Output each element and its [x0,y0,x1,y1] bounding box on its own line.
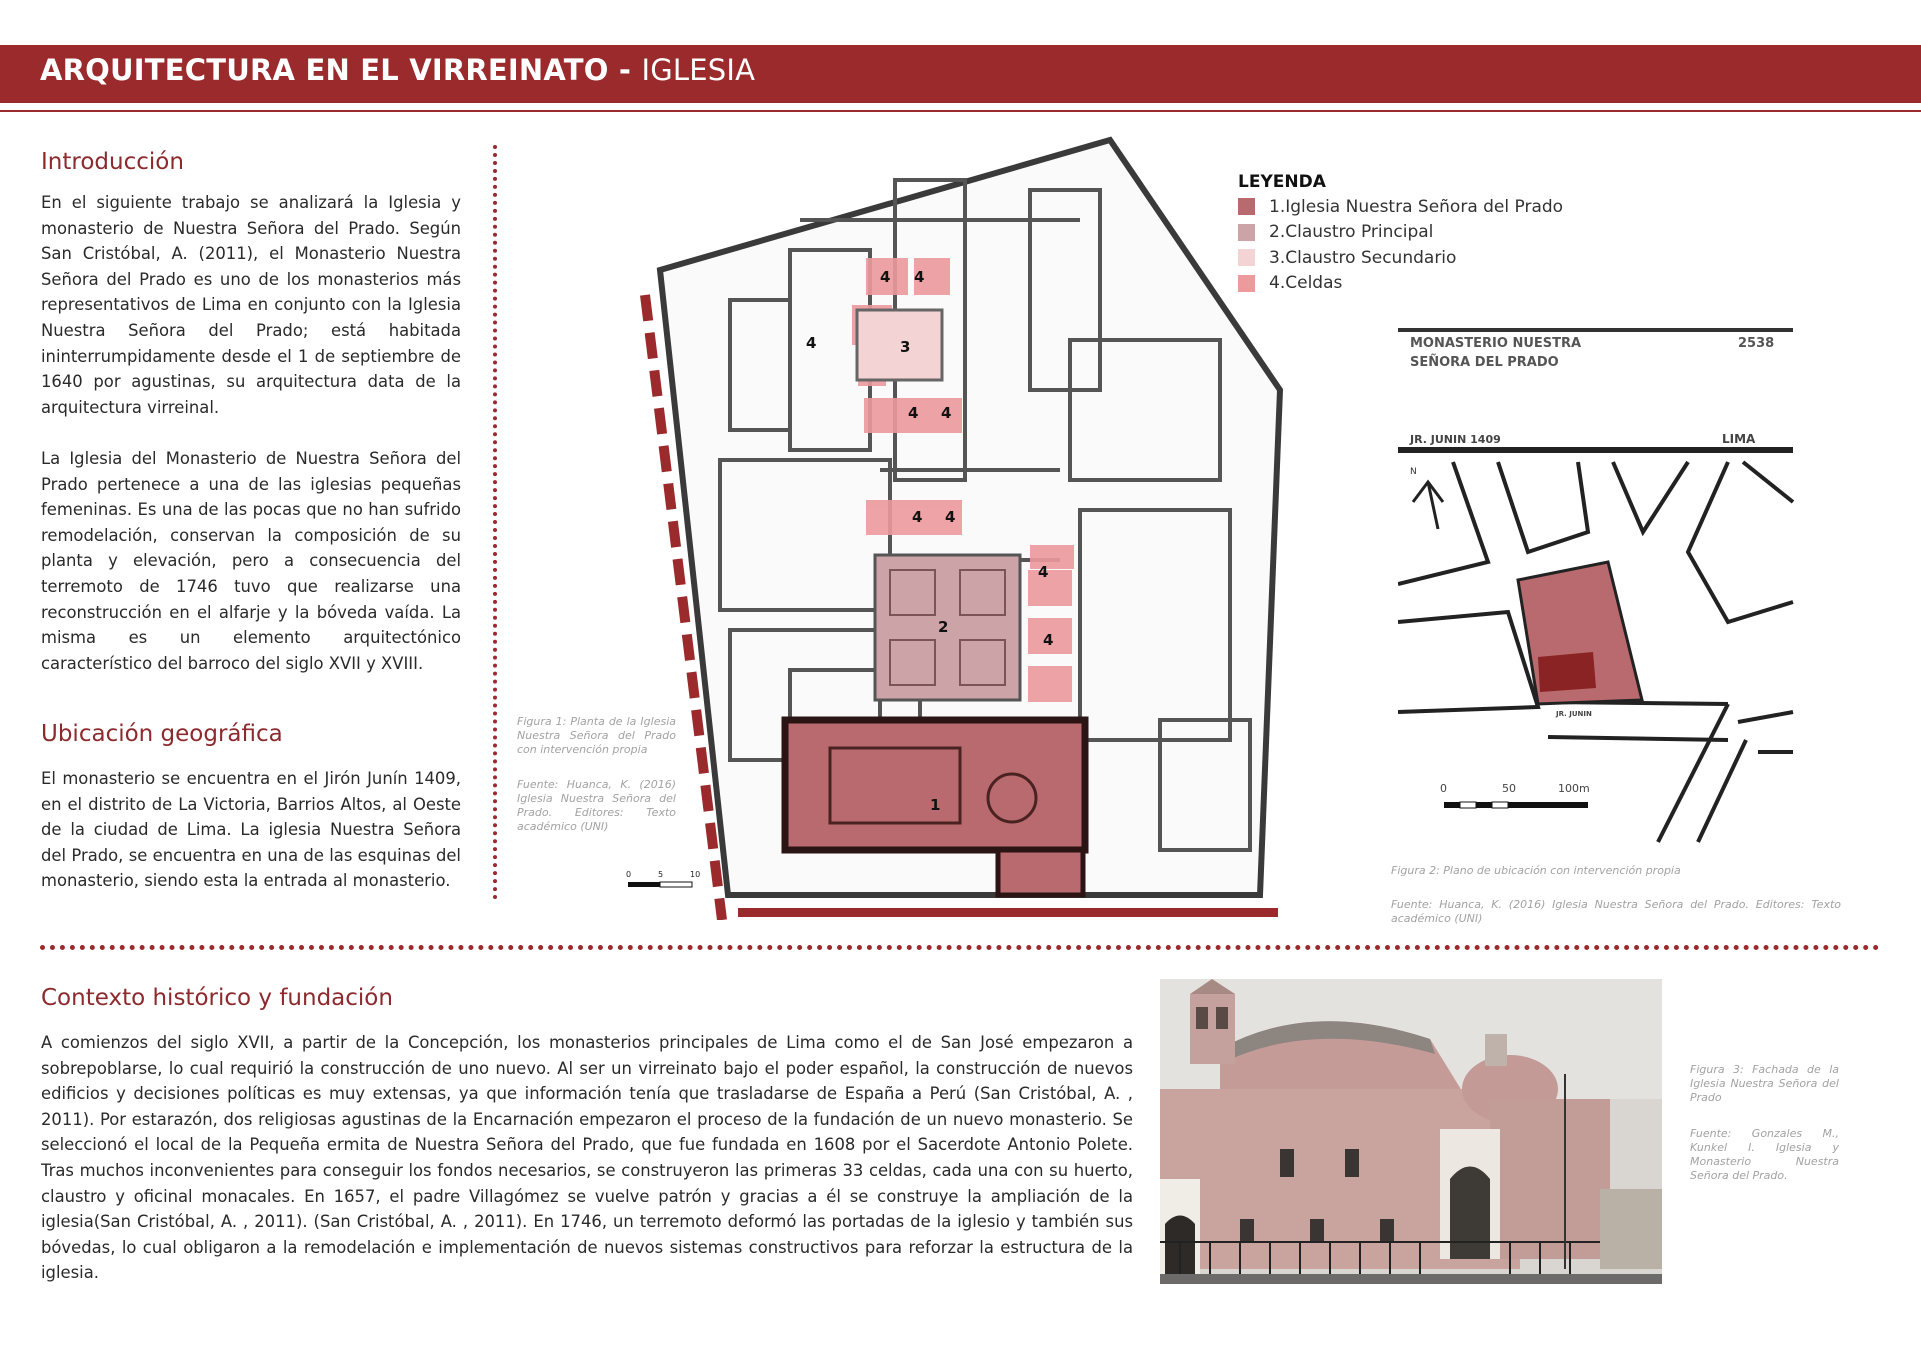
map-church-marker [1538,652,1596,692]
ubicacion-title: Ubicación geográfica [41,721,283,747]
zone-number-1: 1 [930,796,941,814]
legend-swatch [1238,198,1255,215]
zone-number-4: 4 [1043,631,1054,649]
intro-paragraph-2: La Iglesia del Monasterio de Nuestra Señora del Prado pertenece a una de las iglesias pequeñas femeninas. Es una de las pocas que no han sufrido remodelación, conservan la composición de su planta y elevación, pero a consecuencia del terremoto de 1746 tuvo que realizarse una reconstrucción en el alfarje y la bóveda vaída. La misma es un elemento arquitectónico característico del barroco del siglo XVII y XVIII. [41,449,461,673]
legend [1238,172,1563,296]
contexto-title: Contexto histórico y fundación [41,985,393,1011]
figure1-source: Fuente: Huanca, K. (2016) Iglesia Nuestra Señora del Prado. Editores: Texto académico (UNI) [517,778,676,833]
column-divider [493,145,497,900]
floor-plan [500,130,1300,920]
map-street-top: JR. JUNIN 1409 [1410,433,1501,446]
zone-number-4: 4 [908,404,919,422]
zone-number-4: 4 [945,508,956,526]
map-title-line-2: SEÑORA DEL PRADO [1410,355,1559,370]
church-facade-photo [1160,979,1662,1284]
plan-scale-label-0: 0 [626,870,632,879]
header-rule [0,110,1921,112]
map-scale-bar [1444,802,1588,808]
legend-item-iglesia: 1. Iglesia Nuestra Señora del Prado [1238,194,1563,220]
map-city: LIMA [1722,432,1756,446]
figure2-source: Fuente: Huanca, K. (2016) Iglesia Nuestra Señora del Prado. Editores: Texto académico (UNI) [1391,898,1841,925]
page-title: ARQUITECTURA EN EL VIRREINATO - IGLESIA [40,53,756,87]
location-map [1398,322,1798,852]
map-title-line-1: MONASTERIO NUESTRA [1410,336,1582,351]
section-divider [40,945,1880,950]
figure3-caption: Figura 3: Fachada de la Iglesia Nuestra Señora del Prado [1690,1063,1839,1104]
map-street-bottom: JR. JUNIN [1556,710,1592,718]
legend-item-claustro-principal: 2. Claustro Principal [1238,220,1563,246]
zone-number-4: 4 [912,508,923,526]
map-scale-label-100: 100m [1558,782,1590,795]
legend-item-claustro-secundario: 3. Claustro Secundario [1238,245,1563,271]
plan-scale-bar [624,868,704,898]
legend-title: LEYENDA [1238,172,1326,192]
figure3-source: Fuente: Gonzales M., Kunkel I. Iglesia y Monasterio Nuestra Señora del Prado. [1690,1127,1839,1182]
plan-scale-label-10: 10 [690,870,701,879]
legend-item-celdas: 4. Celdas [1238,271,1563,297]
plan-scale-label-5: 5 [658,870,664,879]
boundary-solid-line [738,908,1278,917]
ubicacion-paragraph: El monasterio se encuentra en el Jirón Junín 1409, en el distrito de La Victoria, Barrios Altos, al Oeste de la ciudad de Lima. La iglesia Nuestra Señora del Prado, se encuentra en una de las esquinas del monasterio, siendo esta la entrada al monasterio. [41,769,461,891]
map-scale-label-50: 50 [1502,782,1516,795]
legend-swatch [1238,249,1255,266]
zone-number-4: 4 [1038,563,1049,581]
north-label: N [1410,467,1417,477]
map-code: 2538 [1738,336,1775,351]
zone-number-3: 3 [900,338,911,356]
zone-number-4: 4 [941,404,952,422]
zone-number-4: 4 [806,334,817,352]
legend-swatch [1238,224,1255,241]
zone-number-2: 2 [938,618,949,636]
intro-title: Introducción [41,149,184,175]
contexto-paragraph: A comienzos del siglo XVII, a partir de la Concepción, los monasterios principales de Lima como el de San José empezaron a sobrepoblarse, lo cual requirió la construcción de uno nuevo. Al ser un virreinato bajo el poder español, la construcción de nuevos edificios y decisiones políticas es muy extensas, ya que información tenía que trasladarse de España a Perú (San Cristóbal, A. , 2011). Por estarazón, dos religiosas agustinas de la Encarnación empezaron el proceso de la fundación de un nuevo monasterio. Se seleccionó el local de la Pequeña ermita de Nuestra Señora del Prado, que fue fundada en 1608 por el Sacerdote Antonio Polete. Tras muchos inconvenientes para conseguir los fondos necesarios, se construyeron las primeras 33 celdas, cada una con su huerto, claustro y oficinal monacales. En 1657, el padre Villagómez se vuelve patrón y gracias a él se construye la ampliación de la iglesia(San Cristóbal, A. , 2011). (San Cristóbal, A. , 2011). En 1746, un terremoto deformó las portadas de la iglesio y también sus bóvedas, lo cual obligaron a la remodelación e implementación de nuevos sistemas constructivos para reforzar la estructura de la iglesia. [41,1033,1133,1283]
map-scale-label-0: 0 [1440,782,1447,795]
figure2-caption: Figura 2: Plano de ubicación con intervención propia [1391,864,1681,877]
figure1-caption: Figura 1: Planta de la Iglesia Nuestra Señora del Prado con intervención propia [517,715,676,756]
zone-number-4: 4 [880,268,891,286]
intro-paragraph-1: En el siguiente trabajo se analizará la Iglesia y monasterio de Nuestra Señora del Prado. Según San Cristóbal, A. (2011), el Monasterio Nuestra Señora del Prado es uno de los monasterios más representativos de Lima en conjunto con la Iglesia Nuestra Señora del Prado; está habitada ininterrumpidamente desde el 1 de septiembre de 1640 por agustinas, su arquitectura data de la arquitectura virreinal. [41,193,461,417]
zone-number-4: 4 [914,268,925,286]
legend-swatch [1238,275,1255,292]
